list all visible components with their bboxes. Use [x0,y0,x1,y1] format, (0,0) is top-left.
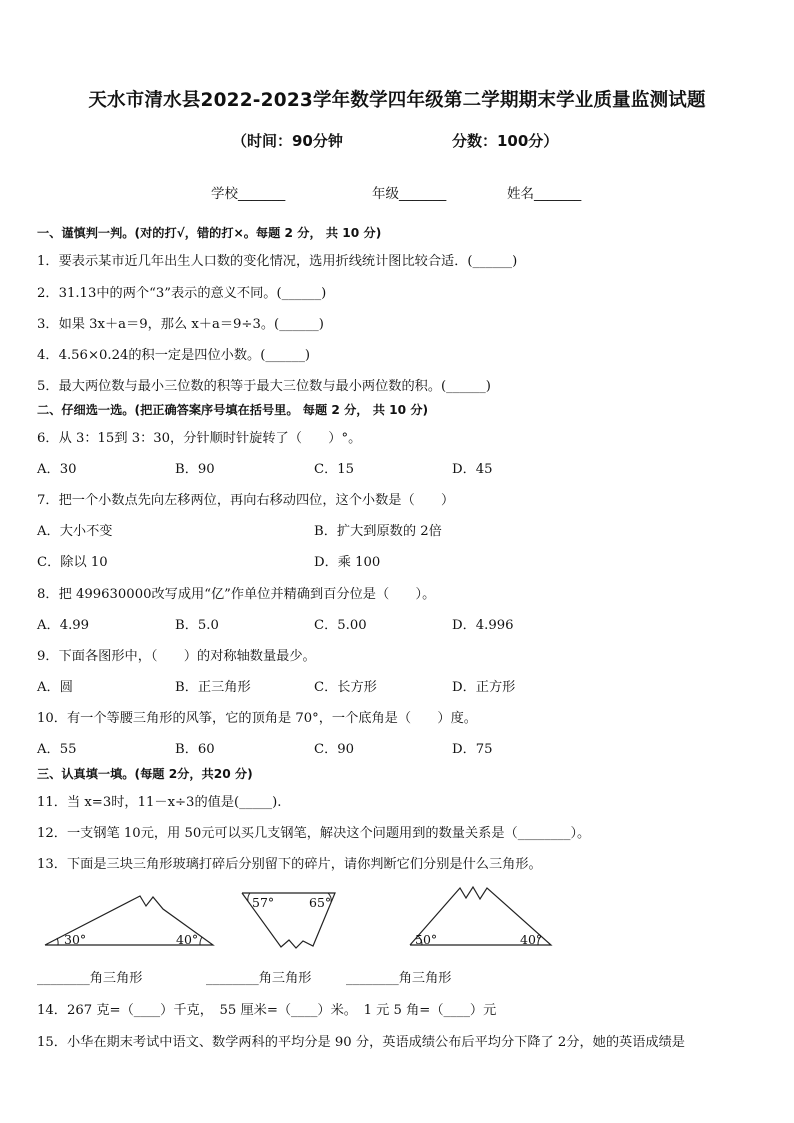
question-1: 1．要表示某市近几年出生人口数的变化情况，选用折线统计图比较合适．(______) [37,254,518,269]
question-12: 12．一支钢笔 10元，用 50元可以买几支钢笔，解决这个问题用到的数量关系是（________）。 [37,826,591,841]
q8-option-a: A．4.99 [37,618,90,633]
school-field: 学校_______ [211,186,286,202]
q7-option-b: B．扩大到原数的 2倍 [314,524,442,539]
question-15: 15．小华在期末考试中语文、数学两科的平均分是 90 分，英语成绩公布后平均分下降了 2分，她的英语成绩是 [37,1035,685,1050]
fragment-1-left-angle: 30° [64,932,87,947]
exam-score: 分数：100分） [452,132,559,150]
section-2-heading: 二、仔细选一选。(把正确答案序号填在括号里。 每题 2 分， 共 10 分) [37,403,429,417]
q13-answer-1: ________角三角形 [37,971,143,986]
q7-option-a: A．大小不变 [37,524,113,539]
q9-option-c: C．长方形 [314,680,377,695]
q6-option-b: B．90 [175,462,215,477]
q8-option-b: B．5.0 [175,618,219,633]
q9-option-d: D．正方形 [452,680,516,695]
q10-option-d: D．75 [452,742,493,757]
question-14: 14．267 克=（____）千克， 55 厘米=（____）米。 1 元 5 角=（____）元 [37,1003,497,1018]
question-6: 6．从 3：15到 3：30，分针顺时针旋转了（ ）°。 [37,431,362,446]
section-3-heading: 三、认真填一填。(每题 2分，共20 分) [37,767,253,781]
q7-option-d: D．乘 100 [314,555,381,570]
question-10: 10．有一个等腰三角形的风筝，它的顶角是 70°，一个底角是（ ）度。 [37,711,477,726]
fragment-1-right-angle: 40° [176,932,199,947]
grade-field: 年级_______ [372,186,447,202]
q9-option-a: A．圆 [37,680,73,695]
q13-answer-2: ________角三角形 [206,971,312,986]
question-4: 4．4.56×0.24的积一定是四位小数。(______) [37,348,311,363]
q10-option-a: A．55 [37,742,77,757]
fragment-3-right-angle: 40° [520,932,543,947]
q6-option-c: C．15 [314,462,355,477]
question-7: 7．把一个小数点先向左移两位，再向右移动四位，这个小数是（ ） [37,493,455,508]
section-1-heading: 一、谨慎判一判。(对的打√，错的打×。每题 2 分， 共 10 分) [37,226,382,240]
q10-option-c: C．90 [314,742,355,757]
q8-option-d: D．4.996 [452,618,514,633]
exam-time: （时间：90分钟 [232,132,343,150]
question-2: 2．31.13中的两个“3”表示的意义不同。(______) [37,286,327,301]
q10-option-b: B．60 [175,742,215,757]
fragment-3-left-angle: 50° [415,932,438,947]
q9-option-b: B．正三角形 [175,680,251,695]
q6-option-d: D．45 [452,462,493,477]
fragment-2-left-angle: 57° [252,895,275,910]
question-5: 5．最大两位数与最小三位数的积等于最大三位数与最小两位数的积。(______) [37,379,491,394]
question-8: 8．把 499630000改写成用“亿”作单位并精确到百分位是（ ）。 [37,587,436,602]
q7-option-c: C．除以 10 [37,555,108,570]
q13-answer-3: ________角三角形 [346,971,452,986]
question-3: 3．如果 3x＋a＝9，那么 x＋a＝9÷3。(______) [37,317,324,332]
q6-option-a: A．30 [37,462,77,477]
question-11: 11．当 x=3时，11－x÷3的值是(_____). [37,795,282,810]
question-13: 13．下面是三块三角形玻璃打碎后分别留下的碎片，请你判断它们分别是什么三角形。 [37,857,542,872]
name-field: 姓名_______ [507,186,582,202]
q8-option-c: C．5.00 [314,618,367,633]
question-9: 9．下面各图形中，（ ）的对称轴数量最少。 [37,649,316,664]
fragment-2-right-angle: 65° [309,895,332,910]
page-title: 天水市清水县2022-2023学年数学四年级第二学期期末学业质量监测试题 [88,90,706,111]
